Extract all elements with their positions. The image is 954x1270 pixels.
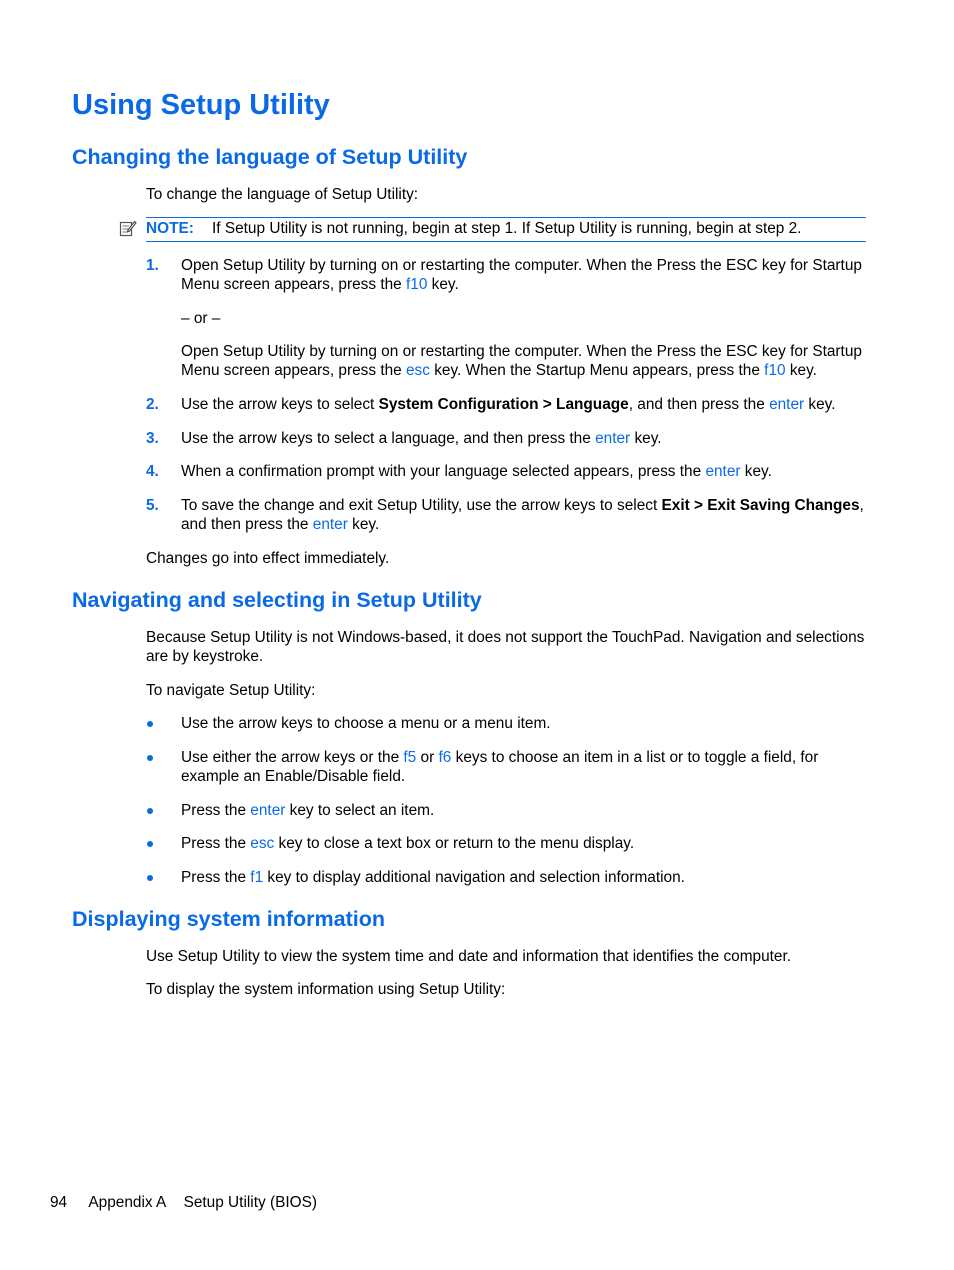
step-text: To save the change and exit Setup Utility, use the arrow keys to select Exit > Exit Saving Changes, and then press the enter key. [181, 497, 864, 533]
key-f1: f1 [250, 869, 264, 886]
bullet-dot-icon [147, 755, 153, 761]
menu-path: Exit > Exit Saving Changes [661, 497, 860, 514]
bullet-text: Press the enter key to select an item. [181, 802, 435, 819]
bullet-item [146, 801, 868, 820]
step-text-alternative: Open Setup Utility by turning on or restarting the computer. When the Press the ESC key for Startup Menu screen appears, press the esc key. When the Startup Menu appears, press the f10 key. [181, 343, 862, 379]
key-esc: esc [406, 362, 430, 379]
key-f6: f6 [438, 749, 452, 766]
section-heading-displaying: Displaying system information [72, 907, 386, 931]
page-title: Using Setup Utility [72, 89, 330, 121]
step-number: 3. [146, 430, 159, 447]
step-2 [146, 395, 868, 414]
step-4 [146, 462, 868, 481]
key-enter: enter [312, 516, 348, 533]
step-3 [146, 429, 868, 448]
language-outro: Changes go into effect immediately. [146, 550, 390, 567]
note-pencil-icon [119, 219, 137, 237]
navigating-paragraph: Because Setup Utility is not Windows-based, it does not support the TouchPad. Navigation and selections are by keystroke. [146, 629, 865, 665]
bullet-text: Press the f1 key to display additional navigation and selection information. [181, 869, 685, 886]
step-number: 5. [146, 497, 159, 514]
bullet-item [146, 748, 868, 786]
page-number: 94 [50, 1194, 68, 1211]
footer-chapter: Setup Utility (BIOS) [183, 1194, 317, 1211]
section-heading-language: Changing the language of Setup Utility [72, 145, 468, 169]
key-enter: enter [705, 463, 741, 480]
note-label: NOTE: [146, 220, 194, 237]
note-box [146, 217, 866, 242]
key-f10: f10 [764, 362, 786, 379]
note-text: If Setup Utility is not running, begin at step 1. If Setup Utility is running, begin at step 2. [212, 220, 802, 237]
menu-path: System Configuration > Language [378, 396, 629, 413]
bullet-text: Use the arrow keys to choose a menu or a menu item. [181, 715, 551, 732]
step-5 [146, 496, 868, 534]
step-text: When a confirmation prompt with your language selected appears, press the enter key. [181, 463, 772, 480]
step-text: Open Setup Utility by turning on or restarting the computer. When the Press the ESC key for Startup Menu screen appears, press the f10 key. [181, 257, 862, 293]
key-enter: enter [250, 802, 286, 819]
step-text: Use the arrow keys to select a language, and then press the enter key. [181, 430, 662, 447]
key-esc: esc [250, 835, 275, 852]
step-text: Use the arrow keys to select System Configuration > Language, and then press the enter key. [181, 396, 836, 413]
section-heading-navigating: Navigating and selecting in Setup Utility [72, 588, 482, 612]
bullet-text: Use either the arrow keys or the f5 or f6 keys to choose an item in a list or to toggle a field, for example an Enable/Disable field. [181, 749, 819, 785]
footer-appendix: Appendix A [88, 1194, 167, 1211]
step-number: 4. [146, 463, 159, 480]
navigating-intro: To navigate Setup Utility: [146, 682, 316, 699]
bullet-dot-icon [147, 841, 153, 847]
key-f10: f10 [406, 276, 428, 293]
page-footer [50, 1193, 317, 1212]
bullet-text: Press the esc key to close a text box or return to the menu display. [181, 835, 635, 852]
displaying-paragraph: Use Setup Utility to view the system time and date and information that identifies the computer. [146, 948, 792, 965]
step-number: 1. [146, 257, 159, 274]
bullet-item [146, 834, 868, 853]
step-1 [146, 256, 868, 380]
bullet-item [146, 868, 868, 887]
key-f5: f5 [403, 749, 417, 766]
step-or-separator: – or – [181, 310, 221, 327]
step-number: 2. [146, 396, 159, 413]
key-enter: enter [595, 430, 631, 447]
displaying-intro: To display the system information using Setup Utility: [146, 981, 506, 998]
language-intro: To change the language of Setup Utility: [146, 186, 419, 203]
bullet-dot-icon [147, 721, 153, 727]
bullet-item [146, 714, 868, 733]
bullet-dot-icon [147, 808, 153, 814]
key-enter: enter [769, 396, 805, 413]
bullet-dot-icon [147, 875, 153, 881]
